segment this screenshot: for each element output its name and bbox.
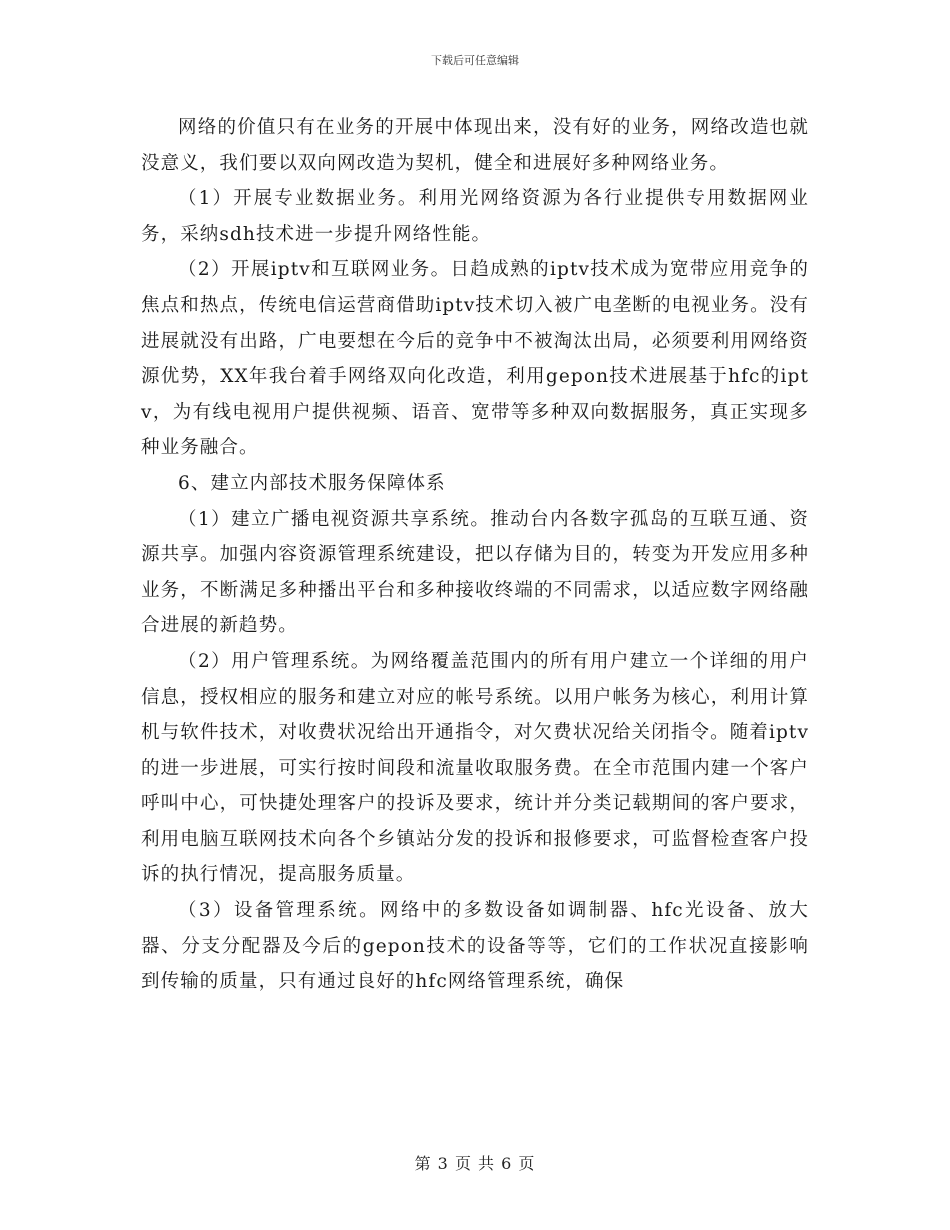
paragraph: （2）用户管理系统。为网络覆盖范围内的所有用户建立一个详细的用户信息，授权相应的服务和建立对应的帐号系统。以用户帐务为核心，利用计算机与软件技术，对收费状况给出开通指令，对欠费状况给关闭指令。随着iptv的进一步进展，可实行按时间段和流量收取服务费。在全市范围内建一个客户呼叫中心，可快捷处理客户的投诉及要求，统计并分类记载期间的客户要求，利用电脑互联网技术向各个乡镇站分发的投诉和报修要求，可监督检查客户投诉的执行情况，提高服务质量。 bbox=[141, 650, 809, 886]
page-footer bbox=[0, 1154, 950, 1174]
paragraph: 网络的价值只有在业务的开展中体现出来，没有好的业务，网络改造也就没意义，我们要以双向网改造为契机，健全和进展好多种网络业务。 bbox=[141, 117, 809, 174]
page-header: 下载后可任意编辑 bbox=[431, 54, 519, 67]
paragraph: （1）建立广播电视资源共享系统。推动台内各数字孤岛的互联互通、资源共享。加强内容资源管理系统建设，把以存储为目的，转变为开发应用多种业务，不断满足多种播出平台和多种接收终端的不同需求，以适应数字网络融合进展的新趋势。 bbox=[141, 508, 809, 637]
section-heading: 6、建立内部技术服务保障体系 bbox=[178, 472, 446, 494]
page-number-label: 第 3 页 共 6 页 bbox=[414, 1154, 536, 1173]
paragraph: （3）设备管理系统。网络中的多数设备如调制器、hfc光设备、放大器、分支分配器及今后的gepon技术的设备等等，它们的工作状况直接影响到传输的质量，只有通过良好的hfc网络管理系统，确保 bbox=[141, 900, 809, 993]
paragraph: （1）开展专业数据业务。利用光网络资源为各行业提供专用数据网业务，采纳sdh技术进一步提升网络性能。 bbox=[141, 188, 809, 245]
document-body bbox=[141, 110, 809, 1000]
paragraph: （2）开展iptv和互联网业务。日趋成熟的iptv技术成为宽带应用竞争的焦点和热点，传统电信运营商借助iptv技术切入被广电垄断的电视业务。没有进展就没有出路，广电要想在今后的竞争中不被淘汰出局，必须要利用网络资源优势，XX年我台着手网络双向化改造，利用gepon技术进展基于hfc的iptv，为有线电视用户提供视频、语音、宽带等多种双向数据服务，真正实现多种业务融合。 bbox=[141, 259, 809, 459]
